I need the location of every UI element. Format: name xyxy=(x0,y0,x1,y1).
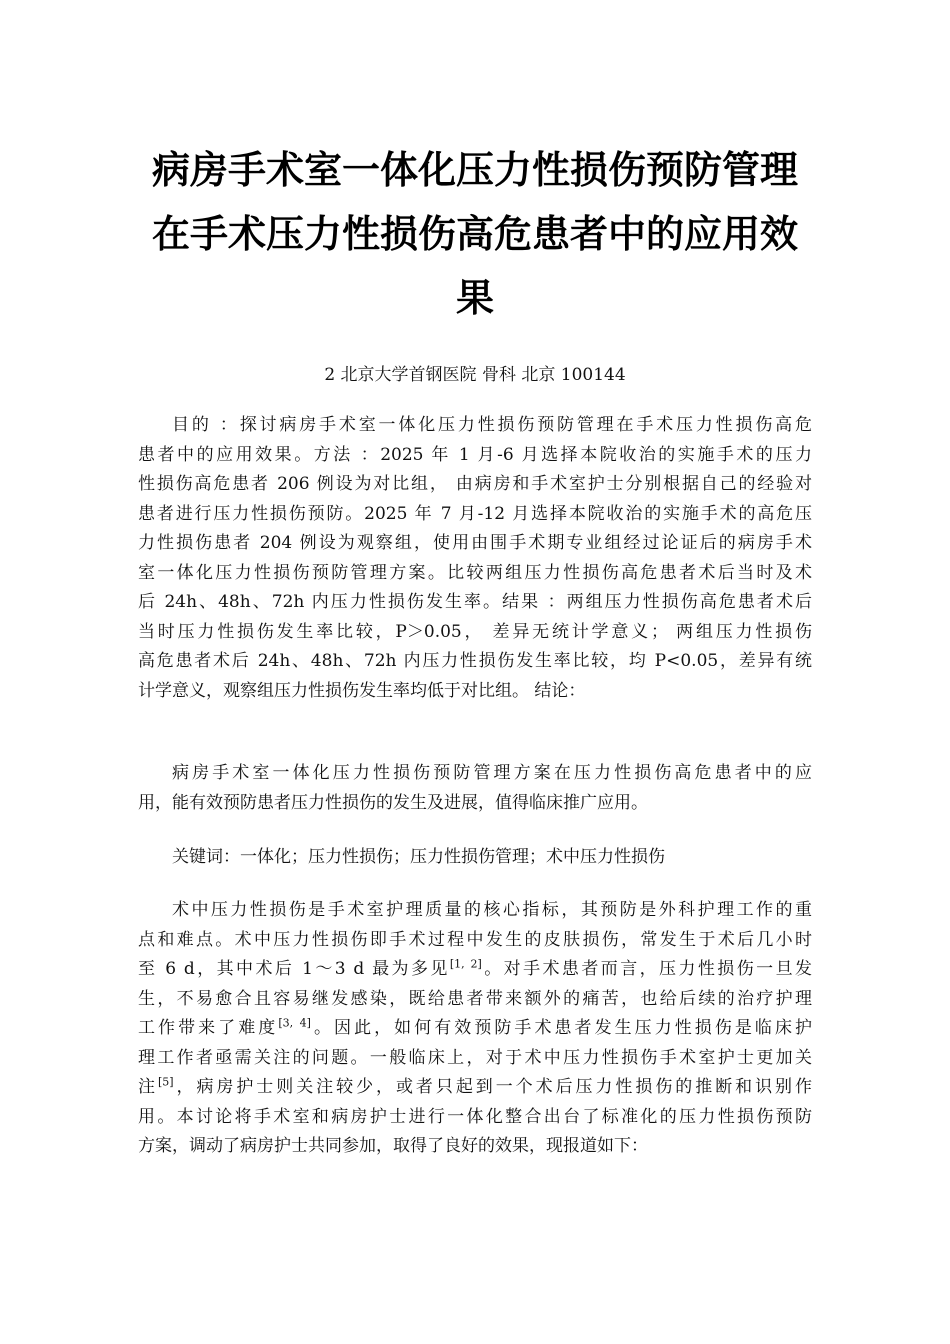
abstract-line: 当时压力性损伤发生率比较，P＞0.05， 差异无统计学意义； 两组压力性损伤 xyxy=(138,621,812,642)
intro-text: 注 xyxy=(138,1077,158,1097)
abstract-line: 计学意义，观察组压力性损伤发生率均低于对比组。 结论： xyxy=(138,680,586,701)
abstract-line: 力性损伤患者 204 例设为观察组，使用由围手术期专业组经过论证后的病房手术 xyxy=(138,533,812,553)
title-line: 在手术压力性损伤高危患者中的应用效 xyxy=(151,212,798,256)
intro-text: 。因此，如何有效预防手术患者发生压力性损伤是临床护 xyxy=(310,1018,812,1038)
intro-line xyxy=(138,1073,812,1103)
abstract-line: 性损伤高危患者 206 例设为对比组， 由病房和手术室护士分别根据自己的经验对 xyxy=(138,474,812,494)
citation-ref: [3, 4] xyxy=(278,1016,311,1030)
intro-line: 点和难点。术中压力性损伤即手术过程中发生的皮肤损伤，常发生于术后几小时 xyxy=(138,929,812,950)
intro-line xyxy=(138,1014,812,1044)
abstract-line: 后 24h、48h、72h 内压力性损伤发生率。结果 ：两组压力性损伤高危患者术后 xyxy=(138,592,812,612)
intro-text: 至 6 d，其中术后 1～3 d 最为多见 xyxy=(138,959,450,979)
conclusion-line: 病房手术室一体化压力性损伤预防管理方案在压力性损伤高危患者中的应 xyxy=(172,763,812,783)
paper-title xyxy=(120,138,830,330)
intro-line: 用。本讨论将手术室和病房护士进行一体化整合出台了标准化的压力性损伤预防 xyxy=(138,1106,812,1127)
introduction-paragraph xyxy=(138,896,812,1162)
intro-line: 方案，调动了病房护士共同参加，取得了良好的效果，现报道如下： xyxy=(138,1136,648,1156)
title-line: 果 xyxy=(455,276,494,320)
abstract-line: 患者中的应用效果。方法 ：2025 年 1 月-6 月选择本院收治的实施手术的压力 xyxy=(138,444,812,465)
intro-line: 理工作者亟需关注的问题。一般临床上，对于术中压力性损伤手术室护士更加关 xyxy=(138,1047,812,1068)
conclusion-paragraph xyxy=(138,759,812,818)
abstract-paragraph xyxy=(138,411,812,706)
conclusion-line: 用，能有效预防患者压力性损伤的发生及进展，值得临床推广应用。 xyxy=(138,792,648,813)
intro-line xyxy=(138,955,812,985)
abstract-line: 室一体化压力性损伤预防管理方案。比较两组压力性损伤高危患者术后当时及术 xyxy=(138,562,812,583)
title-line: 病房手术室一体化压力性损伤预防管理 xyxy=(151,148,798,192)
intro-line: 术中压力性损伤是手术室护理质量的核心指标，其预防是外科护理工作的重 xyxy=(172,900,812,920)
citation-ref: [5] xyxy=(157,1075,174,1089)
keywords-line: 关键词：一体化；压力性损伤；压力性损伤管理；术中压力性损伤 xyxy=(172,847,665,867)
abstract-line: 患者进行压力性损伤预防。2025 年 7 月-12 月选择本院收治的实施手术的高危压 xyxy=(138,503,812,524)
intro-text: 工作带来了难度 xyxy=(138,1018,279,1038)
abstract-line: 高危患者术后 24h、48h、72h 内压力性损伤发生率比较，均 P<0.05，差异有统 xyxy=(138,651,812,671)
keywords-paragraph xyxy=(138,843,812,873)
abstract-line: 目的 ：探讨病房手术室一体化压力性损伤预防管理在手术压力性损伤高危 xyxy=(172,415,812,435)
author-affiliation: 2 北京大学首钢医院 骨科 北京 100144 xyxy=(324,365,626,385)
intro-text: ，病房护士则关注较少，或者只起到一个术后压力性损伤的推断和识别作 xyxy=(173,1077,812,1097)
intro-text: 。对手术患者而言，压力性损伤一旦发 xyxy=(481,959,812,979)
intro-line: 生，不易愈合且容易继发感染，既给患者带来额外的痛苦，也给后续的治疗护理 xyxy=(138,988,812,1009)
citation-ref: [1, 2] xyxy=(449,957,482,971)
